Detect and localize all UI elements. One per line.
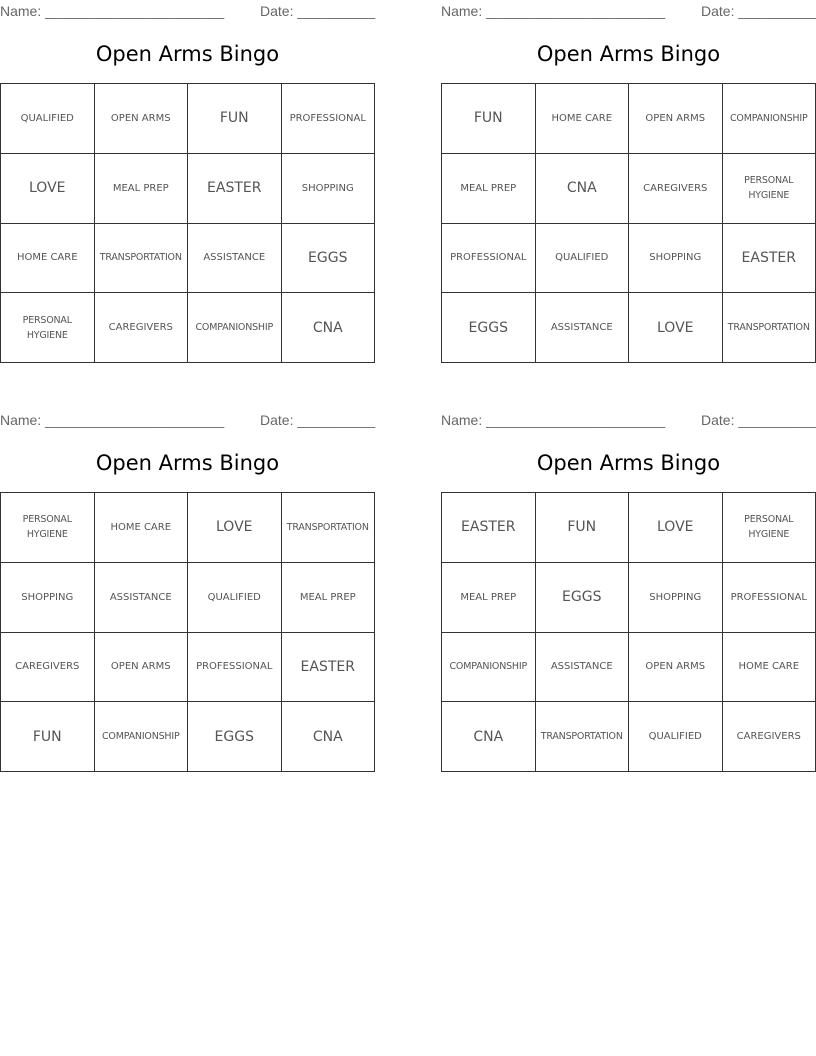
bingo-cell: ASSISTANCE: [95, 563, 189, 633]
bingo-cell: EGGS: [282, 224, 376, 294]
bingo-cell: CNA: [282, 702, 376, 772]
date-field[interactable]: Date: __________: [701, 3, 816, 19]
bingo-cell: CNA: [282, 293, 376, 363]
bingo-cell: LOVE: [188, 493, 282, 563]
bingo-cell: MEAL PREP: [95, 154, 189, 224]
bingo-cell: ASSISTANCE: [536, 633, 630, 703]
bingo-cell: LOVE: [1, 154, 95, 224]
bingo-grid: [441, 83, 816, 363]
bingo-cell: CAREGIVERS: [723, 702, 816, 772]
bingo-cell: LOVE: [629, 293, 723, 363]
name-field[interactable]: Name: _______________________: [0, 412, 225, 428]
bingo-cell: PERSONAL HYGIENE: [1, 293, 95, 363]
bingo-cell: QUALIFIED: [629, 702, 723, 772]
bingo-cell: PERSONAL HYGIENE: [723, 493, 816, 563]
header-fields: [441, 3, 816, 19]
bingo-cell: MEAL PREP: [282, 563, 376, 633]
bingo-cell: OPEN ARMS: [629, 84, 723, 154]
bingo-card-2: [441, 0, 816, 365]
bingo-cell: PERSONAL HYGIENE: [1, 493, 95, 563]
card-title: Open Arms Bingo: [536, 42, 721, 66]
bingo-cell: ASSISTANCE: [536, 293, 630, 363]
bingo-grid: [0, 492, 375, 772]
bingo-cell: QUALIFIED: [188, 563, 282, 633]
bingo-cell: SHOPPING: [282, 154, 376, 224]
bingo-cell: PERSONAL HYGIENE: [723, 154, 816, 224]
bingo-cell: CAREGIVERS: [95, 293, 189, 363]
name-field[interactable]: Name: _______________________: [0, 3, 225, 19]
bingo-cell: COMPANIONSHIP: [442, 633, 536, 703]
bingo-cell: EASTER: [723, 224, 816, 294]
bingo-cell: SHOPPING: [629, 224, 723, 294]
bingo-cell: PROFESSIONAL: [442, 224, 536, 294]
bingo-cell: FUN: [442, 84, 536, 154]
bingo-cell: TRANSPORTATION: [282, 493, 376, 563]
bingo-cell: MEAL PREP: [442, 154, 536, 224]
bingo-cell: SHOPPING: [629, 563, 723, 633]
bingo-cell: HOME CARE: [95, 493, 189, 563]
bingo-cell: OPEN ARMS: [95, 84, 189, 154]
bingo-cell: FUN: [1, 702, 95, 772]
bingo-cell: OPEN ARMS: [629, 633, 723, 703]
card-title: Open Arms Bingo: [536, 451, 721, 475]
bingo-cell: HOME CARE: [1, 224, 95, 294]
bingo-cell: TRANSPORTATION: [723, 293, 816, 363]
bingo-cell: CAREGIVERS: [1, 633, 95, 703]
bingo-grid: [441, 492, 816, 772]
header-fields: [0, 3, 375, 19]
bingo-cell: CNA: [442, 702, 536, 772]
bingo-cell: CAREGIVERS: [629, 154, 723, 224]
bingo-cell: ASSISTANCE: [188, 224, 282, 294]
bingo-cell: TRANSPORTATION: [95, 224, 189, 294]
bingo-cell: PROFESSIONAL: [282, 84, 376, 154]
bingo-card-3: [0, 409, 375, 774]
header-fields: [0, 412, 375, 428]
card-title: Open Arms Bingo: [95, 451, 280, 475]
bingo-cell: EGGS: [188, 702, 282, 772]
bingo-card-4: [441, 409, 816, 774]
bingo-cell: SHOPPING: [1, 563, 95, 633]
bingo-cell: FUN: [536, 493, 630, 563]
bingo-cell: OPEN ARMS: [95, 633, 189, 703]
bingo-cell: FUN: [188, 84, 282, 154]
card-title: Open Arms Bingo: [95, 42, 280, 66]
bingo-cell: HOME CARE: [536, 84, 630, 154]
bingo-cell: EASTER: [282, 633, 376, 703]
bingo-cell: COMPANIONSHIP: [188, 293, 282, 363]
bingo-cell: PROFESSIONAL: [723, 563, 816, 633]
bingo-card-1: [0, 0, 375, 365]
bingo-cell: QUALIFIED: [536, 224, 630, 294]
bingo-cell: EASTER: [188, 154, 282, 224]
date-field[interactable]: Date: __________: [260, 3, 376, 19]
bingo-cell: MEAL PREP: [442, 563, 536, 633]
date-field[interactable]: Date: __________: [701, 412, 816, 428]
bingo-cell: LOVE: [629, 493, 723, 563]
bingo-cell: COMPANIONSHIP: [95, 702, 189, 772]
bingo-cell: PROFESSIONAL: [188, 633, 282, 703]
bingo-cell: HOME CARE: [723, 633, 816, 703]
name-field[interactable]: Name: _______________________: [441, 3, 666, 19]
name-field[interactable]: Name: _______________________: [441, 412, 666, 428]
bingo-cell: CNA: [536, 154, 630, 224]
bingo-cell: EGGS: [442, 293, 536, 363]
bingo-cell: QUALIFIED: [1, 84, 95, 154]
bingo-cell: COMPANIONSHIP: [723, 84, 816, 154]
header-fields: [441, 412, 816, 428]
bingo-cell: EASTER: [442, 493, 536, 563]
bingo-cell: TRANSPORTATION: [536, 702, 630, 772]
bingo-cell: EGGS: [536, 563, 630, 633]
bingo-grid: [0, 83, 375, 363]
date-field[interactable]: Date: __________: [260, 412, 376, 428]
